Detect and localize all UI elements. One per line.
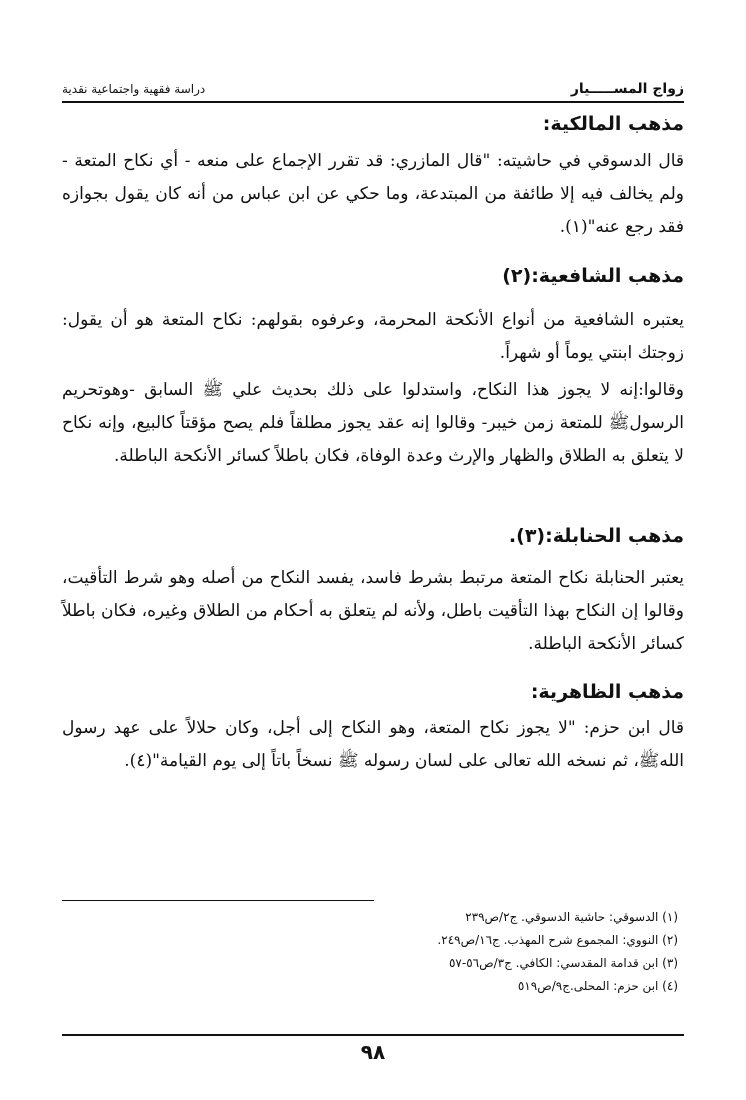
paragraph-shafii-2: وقالوا:إنه لا يجوز هذا النكاح، واستدلوا على ذلك بحديث علي ﷺ السابق -وهوتحريم الرسولﷺ للمتعة زمن خيبر- وقالوا إنه عقد يجوز مطلقاً فلم يصح مؤقتاً كالبيع، وإنه نكاح لا يتعلق به الطلاق والظهار والإرث وعدة الوفاة، فكان باطلاً كسائر الأنكحة الباطلة. [62,380,684,466]
paragraph-maliki: قال الدسوقي في حاشيته: "قال المازري: قد تقرر الإجماع على منعه - أي نكاح المتعة - ولم يخالف فيه إلا طائفة من المبتدعة، وما حكي عن ابن عباس من أنه كان يقول بجوازه فقد رجع عنه"(١). [62,151,684,237]
section-heading-maliki: مذهب المالكية: [542,113,684,135]
section-heading-hanbali: مذهب الحنابلة:(٣). [508,525,684,547]
footnotes [437,906,678,998]
footer-rule [62,1034,684,1036]
footnote-separator [62,900,374,901]
paragraph-zahiri: قال ابن حزم: "لا يجوز نكاح المتعة، وهو النكاح إلى أجل، وكان حلالاً على عهد رسول اللهﷺ، ثم نسخه الله تعالى على لسان رسوله ﷺ نسخاً باتاً إلى يوم القيامة"(٤). [62,718,684,771]
book-subtitle: دراسة فقهية واجتماعية نقدية [62,82,206,96]
book-title: زواج المســـــيار [570,81,684,97]
section-heading-shafii: مذهب الشافعية:(٢) [502,265,684,287]
footnote: (١) الدسوقي: حاشية الدسوقي. ج٢/ص٢٣٩ [465,910,678,924]
page-number: ٩٨ [360,1040,386,1064]
header-rule [62,101,684,103]
section-heading-zahiri: مذهب الظاهرية: [530,681,684,703]
paragraph-shafii-1: يعتبره الشافعية من أنواع الأنكحة المحرمة، وعرفوه بقولهم: نكاح المتعة هو أن يقول: زوجتك ابنتي يوماً أو شهراً. [62,310,684,363]
footnote: (٤) ابن حزم: المحلى.ج٩/ص٥١٩ [517,979,678,993]
running-header [62,78,684,100]
footnote: (٣) ابن قدامة المقدسي: الكافي. ج٣/ص٥٦-٥٧ [448,956,678,970]
paragraph-hanbali: يعتبر الحنابلة نكاح المتعة مرتبط بشرط فاسد، يفسد النكاح من أصله وهو شرط التأقيت، وقالوا إن النكاح بهذا التأقيت باطل، ولأنه لم يتعلق به أحكام من الطلاق وغيره، فكان باطلاً كسائر الأنكحة الباطلة. [62,568,684,654]
footnote: (٢) النووي: المجموع شرح المهذب. ج١٦/ص٢٤٩. [437,933,678,947]
